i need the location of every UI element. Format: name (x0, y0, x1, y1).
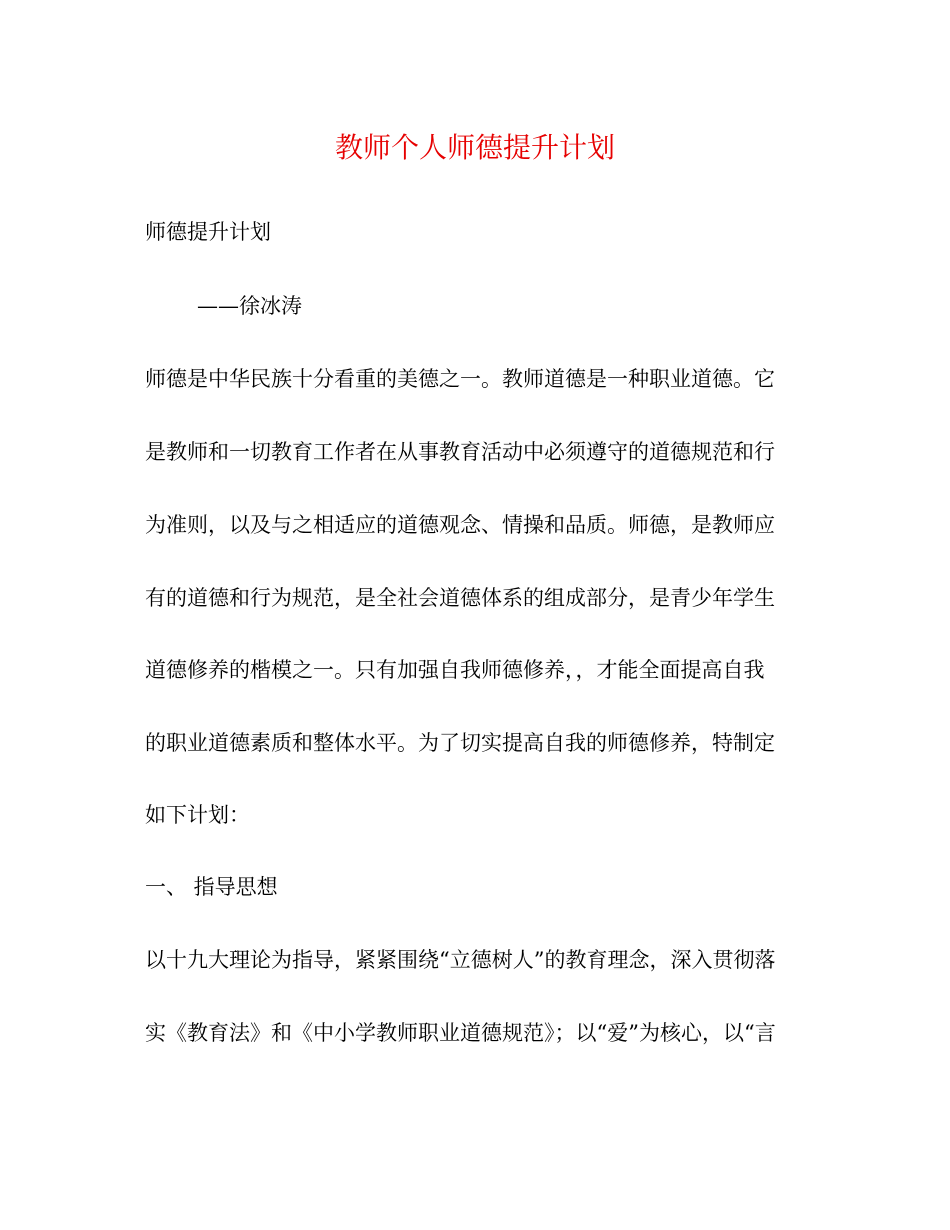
paragraph-line: 有的道德和行为规范，是全社会道德体系的组成部分，是青少年学生 (145, 586, 775, 610)
paragraph-line: 道德修养的楷模之一。只有加强自我师德修养，，才能全面提高自我 (145, 658, 765, 682)
document-title: 教师个人师德提升计划 (334, 131, 615, 164)
subtitle: 师德提升计划 (145, 220, 271, 244)
paragraph-line: 如下计划： (145, 803, 250, 827)
paragraph-line: 师德是中华民族十分看重的美德之一。教师道德是一种职业道德。它 (145, 367, 775, 391)
paragraph-line: 为准则，以及与之相适应的道德观念、情操和品质。师德，是教师应 (145, 513, 775, 537)
section-line: 实《教育法》和《中小学教师职业道德规范》；以“爱”为核心，以“言 (145, 1021, 776, 1045)
paragraph-line: 是教师和一切教育工作者在从事教育活动中必须遵守的道德规范和行 (145, 440, 775, 464)
section-heading: 一、 指导思想 (145, 875, 278, 899)
paragraph-line: 的职业道德素质和整体水平。为了切实提高自我的师德修养，特制定 (145, 731, 775, 755)
section-line: 以十九大理论为指导，紧紧围绕“立德树人”的教育理念，深入贯彻落 (145, 948, 776, 972)
author-line: ——徐冰涛 (197, 294, 302, 318)
